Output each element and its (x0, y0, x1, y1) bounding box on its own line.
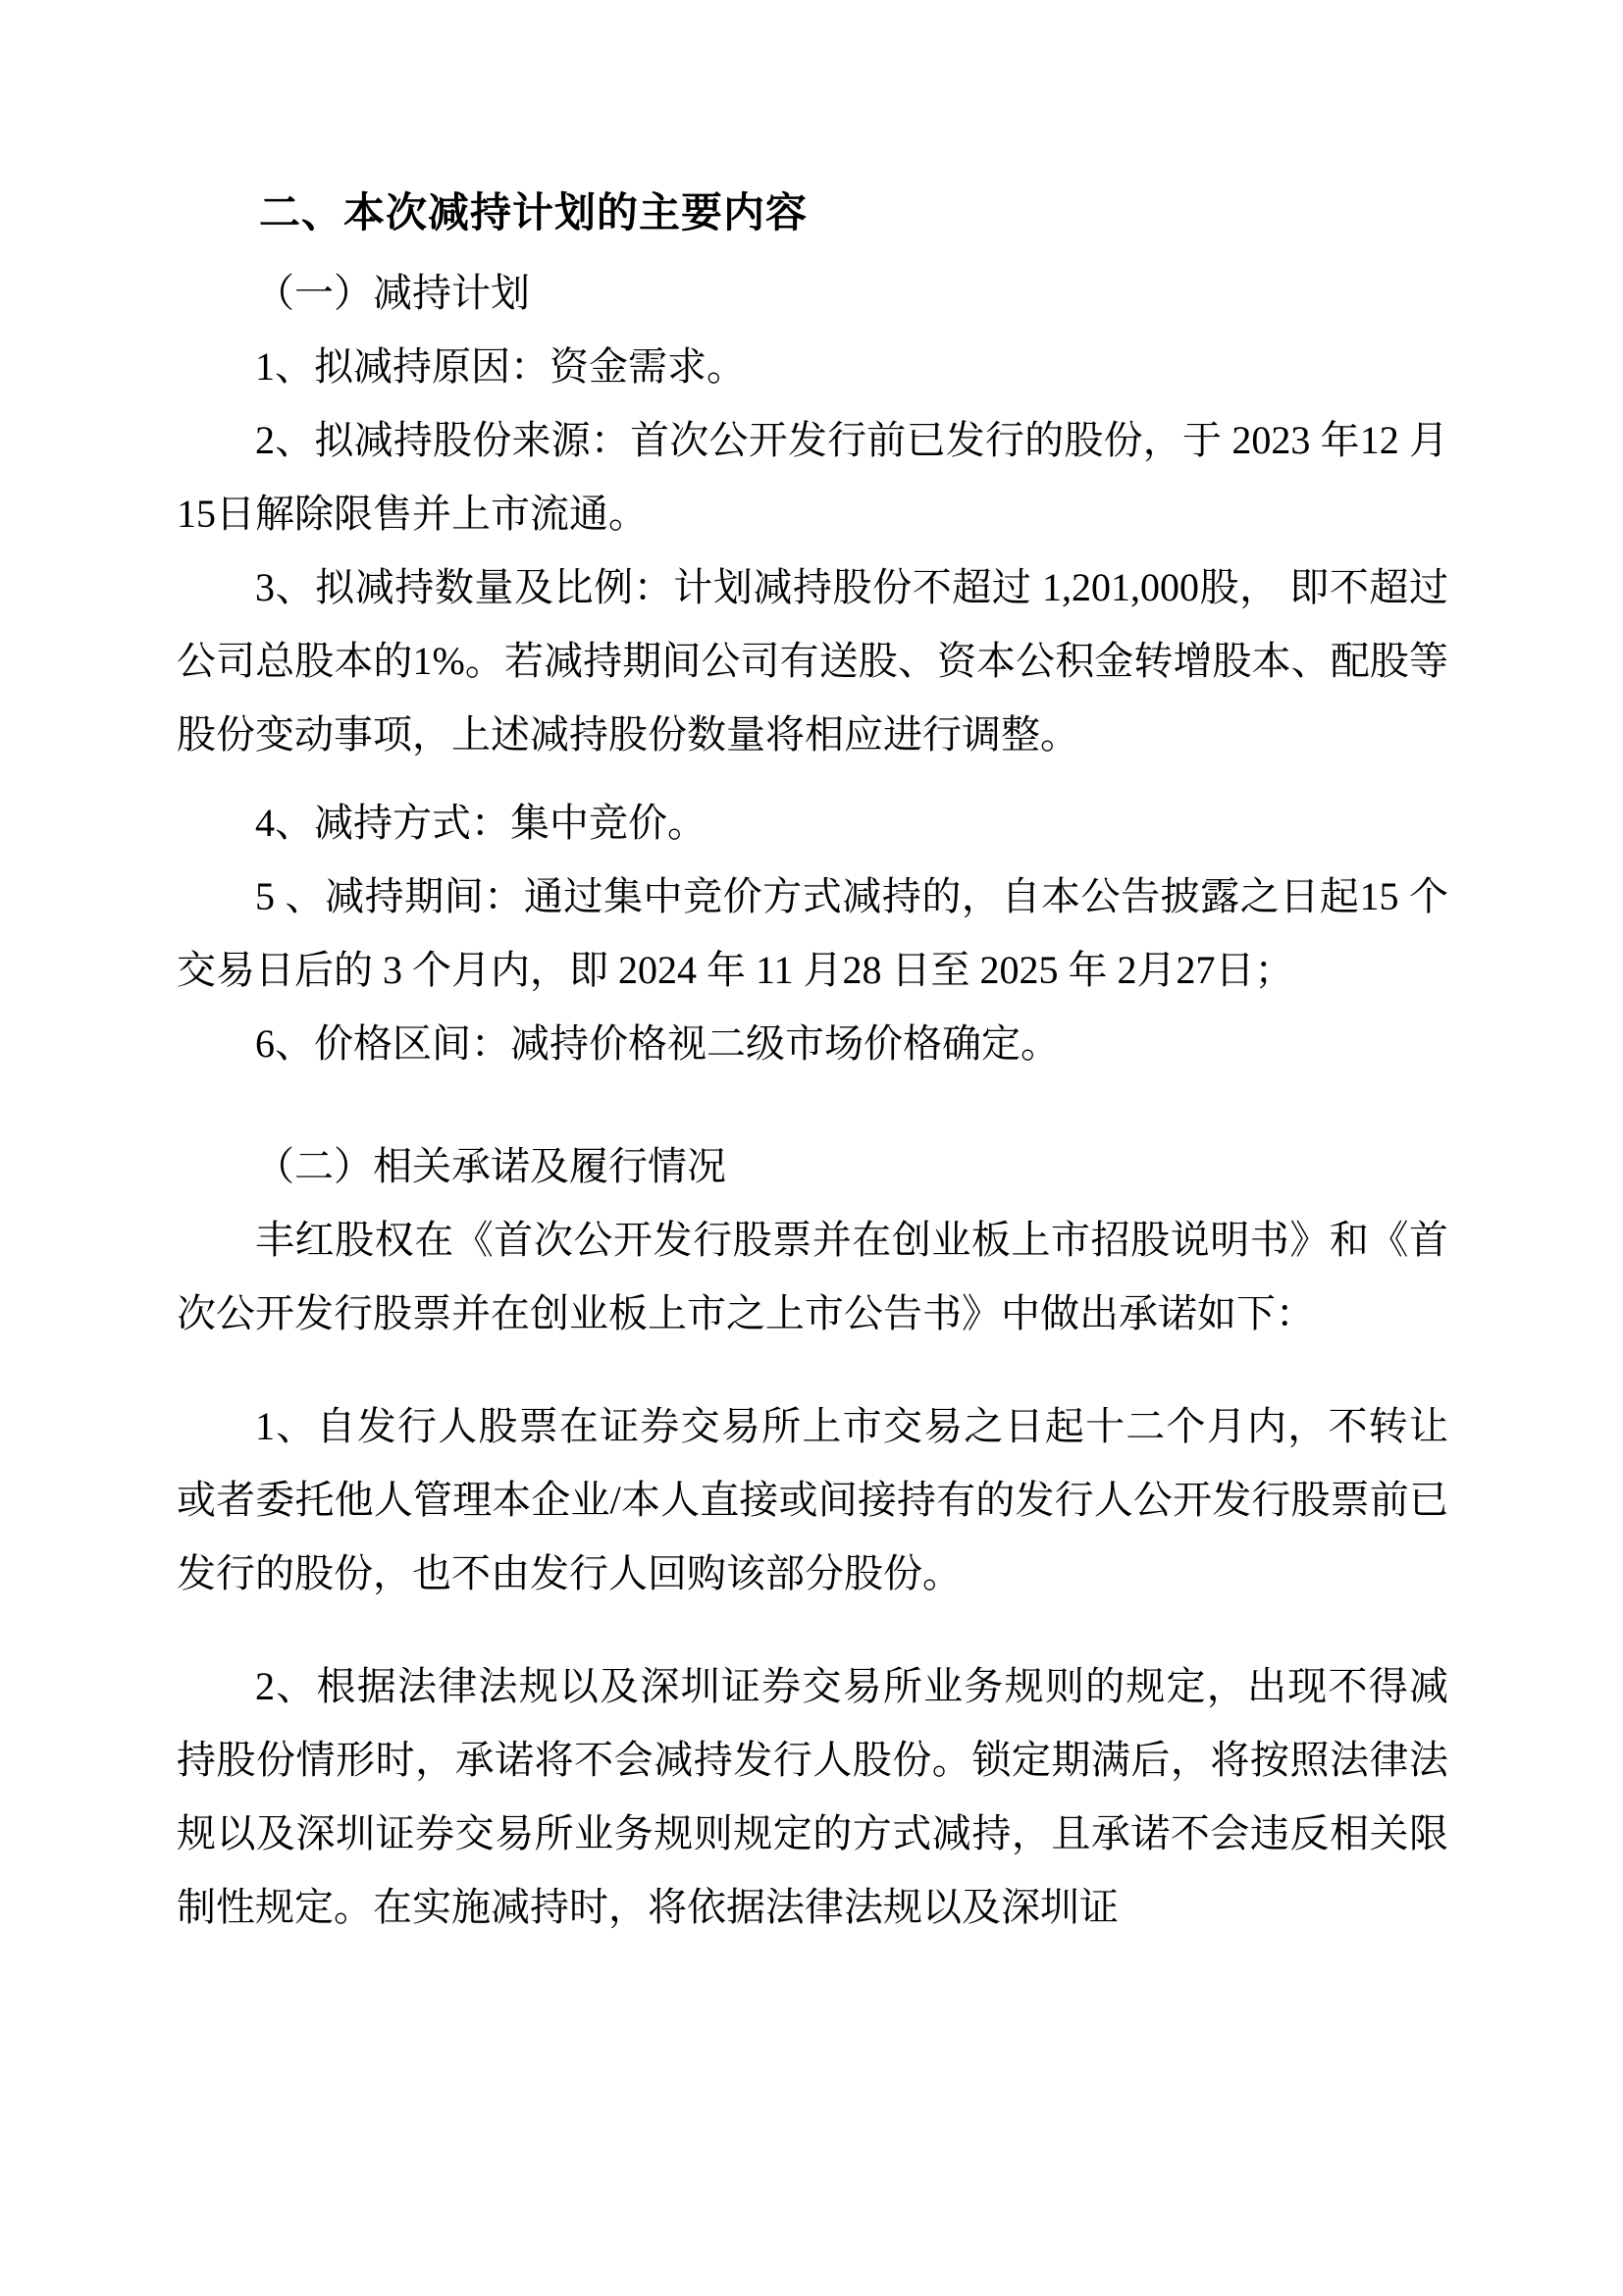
paragraph-commitment-2: 2、根据法律法规以及深圳证券交易所业务规则的规定，出现不得减持股份情形时，承诺将不会减持发行人股份。锁定期满后，将按照法律法规以及深圳证券交易所业务规则规定的方式减持，且承诺不会违反相关限制性规定。在实施减持时，将依据法律法规以及深圳证 (177, 1664, 1448, 1929)
list-item-period: 5 、减持期间：通过集中竞价方式减持的，自本公告披露之日起15 个交易日后的 3 个月内，即 2024 年 11 月28 日至 2025 年 2月27日； (177, 874, 1448, 992)
list-item-price-range: 6、价格区间：减持价格视二级市场价格确定。 (255, 1021, 1060, 1066)
list-item-reason: 1、拟减持原因：资金需求。 (255, 344, 746, 389)
document-content (177, 175, 1448, 1944)
subsection-heading-2: （二）相关承诺及履行情况 (255, 1144, 726, 1188)
paragraph-commitment-intro: 丰红股权在《首次公开发行股票并在创业板上市招股说明书》和《首次公开发行股票并在创业板上市之上市公告书》中做出承诺如下： (177, 1218, 1448, 1335)
list-item-method: 4、减持方式：集中竞价。 (255, 801, 707, 845)
subsection-heading-1: （一）减持计划 (255, 271, 530, 315)
list-item-quantity-ratio: 3、拟减持数量及比例：计划减持股份不超过 1,201,000股， 即不超过公司总股本的1%。若减持期间公司有送股、资本公积金转增股本、配股等股份变动事项，上述减持股份数量将相应进行调整。 (177, 565, 1448, 757)
list-item-share-source: 2、拟减持股份来源：首次公开发行前已发行的股份，于 2023 年12 月15日解除限售并上市流通。 (177, 418, 1448, 536)
paragraph-commitment-1: 1、自发行人股票在证券交易所上市交易之日起十二个月内，不转让或者委托他人管理本企业/本人直接或间接持有的发行人公开发行股票前已发行的股份，也不由发行人回购该部分股份。 (177, 1404, 1448, 1595)
section-heading: 二、本次减持计划的主要内容 (259, 189, 809, 235)
